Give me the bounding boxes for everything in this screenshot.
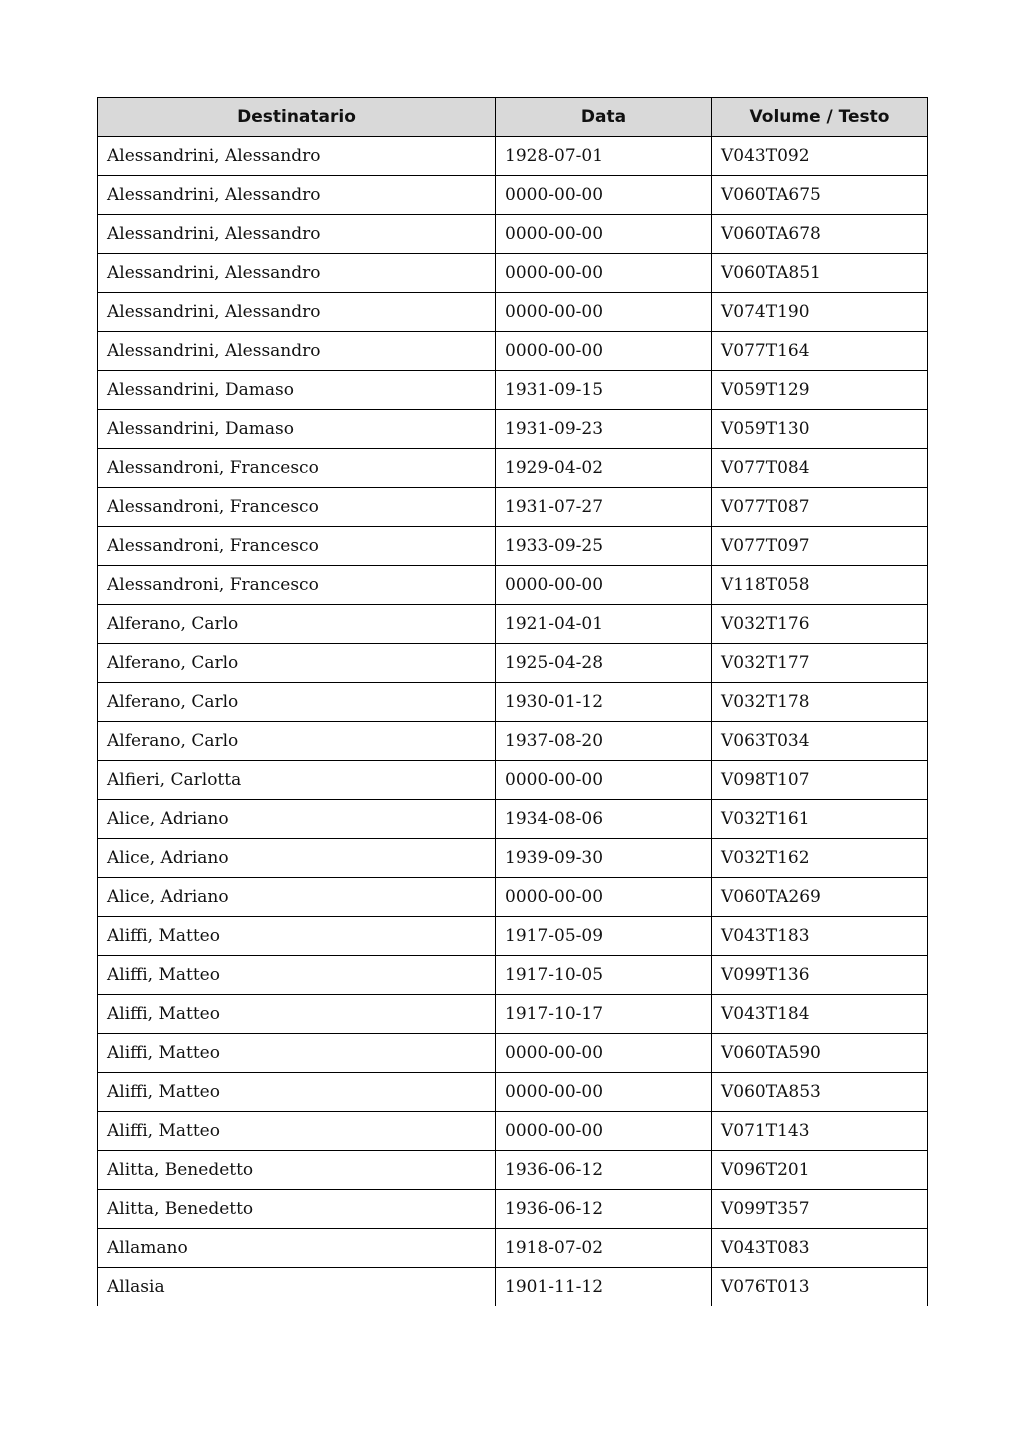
cell-data: 0000-00-00 (496, 566, 712, 605)
cell-data: 1931-09-15 (496, 371, 712, 410)
cell-volume-testo: V060TA851 (712, 254, 928, 293)
table-row (98, 995, 928, 1034)
cell-data: 0000-00-00 (496, 215, 712, 254)
cell-volume-testo: V032T177 (712, 644, 928, 683)
cell-destinatario: Alessandroni, Francesco (98, 488, 496, 527)
table-row (98, 1151, 928, 1190)
cell-data: 0000-00-00 (496, 293, 712, 332)
column-header-volume-testo: Volume / Testo (712, 98, 928, 137)
cell-volume-testo: V099T357 (712, 1190, 928, 1229)
cell-data: 1933-09-25 (496, 527, 712, 566)
cell-volume-testo: V060TA590 (712, 1034, 928, 1073)
cell-data: 0000-00-00 (496, 332, 712, 371)
cell-data: 1921-04-01 (496, 605, 712, 644)
document-page (97, 97, 927, 1306)
table-row (98, 527, 928, 566)
cell-destinatario: Alessandrini, Damaso (98, 371, 496, 410)
cell-destinatario: Alessandrini, Alessandro (98, 293, 496, 332)
cell-destinatario: Alessandrini, Damaso (98, 410, 496, 449)
table-row (98, 215, 928, 254)
cell-data: 1930-01-12 (496, 683, 712, 722)
cell-destinatario: Alferano, Carlo (98, 605, 496, 644)
cell-volume-testo: V099T136 (712, 956, 928, 995)
cell-volume-testo: V077T164 (712, 332, 928, 371)
table-row (98, 137, 928, 176)
column-header-destinatario: Destinatario (98, 98, 496, 137)
cell-data: 1918-07-02 (496, 1229, 712, 1268)
table-row (98, 176, 928, 215)
cell-volume-testo: V043T083 (712, 1229, 928, 1268)
cell-data: 1936-06-12 (496, 1190, 712, 1229)
cell-data: 1917-10-17 (496, 995, 712, 1034)
table-row (98, 254, 928, 293)
table-row (98, 605, 928, 644)
cell-data: 1917-10-05 (496, 956, 712, 995)
cell-volume-testo: V077T084 (712, 449, 928, 488)
table-row (98, 878, 928, 917)
cell-volume-testo: V060TA675 (712, 176, 928, 215)
cell-data: 1925-04-28 (496, 644, 712, 683)
cell-volume-testo: V071T143 (712, 1112, 928, 1151)
cell-data: 1917-05-09 (496, 917, 712, 956)
table-row (98, 722, 928, 761)
cell-destinatario: Aliffi, Matteo (98, 917, 496, 956)
cell-destinatario: Aliffi, Matteo (98, 1034, 496, 1073)
cell-volume-testo: V118T058 (712, 566, 928, 605)
table-row (98, 1268, 928, 1307)
cell-destinatario: Alessandroni, Francesco (98, 566, 496, 605)
cell-destinatario: Allasia (98, 1268, 496, 1307)
cell-volume-testo: V032T161 (712, 800, 928, 839)
cell-destinatario: Aliffi, Matteo (98, 1112, 496, 1151)
table-row (98, 1073, 928, 1112)
cell-volume-testo: V076T013 (712, 1268, 928, 1307)
cell-data: 0000-00-00 (496, 878, 712, 917)
cell-volume-testo: V096T201 (712, 1151, 928, 1190)
cell-volume-testo: V060TA678 (712, 215, 928, 254)
table-header-row (98, 98, 928, 137)
cell-volume-testo: V063T034 (712, 722, 928, 761)
cell-destinatario: Alitta, Benedetto (98, 1190, 496, 1229)
cell-data: 1937-08-20 (496, 722, 712, 761)
table-row (98, 761, 928, 800)
cell-destinatario: Alessandrini, Alessandro (98, 215, 496, 254)
cell-data: 0000-00-00 (496, 254, 712, 293)
cell-destinatario: Alfieri, Carlotta (98, 761, 496, 800)
cell-destinatario: Alitta, Benedetto (98, 1151, 496, 1190)
table-row (98, 800, 928, 839)
cell-data: 1901-11-12 (496, 1268, 712, 1307)
table-row (98, 449, 928, 488)
table-row (98, 1229, 928, 1268)
cell-data: 1931-07-27 (496, 488, 712, 527)
table-row (98, 917, 928, 956)
cell-destinatario: Alessandrini, Alessandro (98, 254, 496, 293)
table-row (98, 1112, 928, 1151)
cell-destinatario: Alessandrini, Alessandro (98, 332, 496, 371)
cell-destinatario: Alessandrini, Alessandro (98, 176, 496, 215)
cell-volume-testo: V059T130 (712, 410, 928, 449)
cell-volume-testo: V032T176 (712, 605, 928, 644)
cell-volume-testo: V032T178 (712, 683, 928, 722)
cell-destinatario: Alferano, Carlo (98, 683, 496, 722)
table-row (98, 644, 928, 683)
cell-destinatario: Aliffi, Matteo (98, 995, 496, 1034)
letters-table (97, 97, 928, 1306)
cell-data: 1939-09-30 (496, 839, 712, 878)
cell-volume-testo: V060TA853 (712, 1073, 928, 1112)
cell-data: 0000-00-00 (496, 1034, 712, 1073)
table-row (98, 293, 928, 332)
cell-data: 1936-06-12 (496, 1151, 712, 1190)
cell-destinatario: Aliffi, Matteo (98, 1073, 496, 1112)
table-row (98, 1034, 928, 1073)
cell-destinatario: Alessandroni, Francesco (98, 527, 496, 566)
cell-data: 1934-08-06 (496, 800, 712, 839)
table-row (98, 683, 928, 722)
cell-destinatario: Aliffi, Matteo (98, 956, 496, 995)
column-header-data: Data (496, 98, 712, 137)
cell-volume-testo: V059T129 (712, 371, 928, 410)
cell-volume-testo: V043T184 (712, 995, 928, 1034)
cell-data: 0000-00-00 (496, 1112, 712, 1151)
cell-volume-testo: V098T107 (712, 761, 928, 800)
cell-destinatario: Alessandrini, Alessandro (98, 137, 496, 176)
table-row (98, 839, 928, 878)
cell-volume-testo: V043T183 (712, 917, 928, 956)
cell-data: 1929-04-02 (496, 449, 712, 488)
table-row (98, 488, 928, 527)
table-row (98, 332, 928, 371)
cell-destinatario: Alferano, Carlo (98, 722, 496, 761)
cell-volume-testo: V074T190 (712, 293, 928, 332)
table-row (98, 1190, 928, 1229)
cell-destinatario: Alessandroni, Francesco (98, 449, 496, 488)
table-row (98, 566, 928, 605)
cell-volume-testo: V060TA269 (712, 878, 928, 917)
cell-data: 0000-00-00 (496, 761, 712, 800)
cell-destinatario: Alice, Adriano (98, 839, 496, 878)
cell-data: 1931-09-23 (496, 410, 712, 449)
cell-data: 0000-00-00 (496, 176, 712, 215)
cell-destinatario: Alice, Adriano (98, 800, 496, 839)
cell-destinatario: Alice, Adriano (98, 878, 496, 917)
cell-data: 1928-07-01 (496, 137, 712, 176)
table-row (98, 371, 928, 410)
cell-volume-testo: V077T097 (712, 527, 928, 566)
cell-destinatario: Alferano, Carlo (98, 644, 496, 683)
table-body (98, 137, 928, 1307)
cell-destinatario: Allamano (98, 1229, 496, 1268)
cell-data: 0000-00-00 (496, 1073, 712, 1112)
cell-volume-testo: V032T162 (712, 839, 928, 878)
table-row (98, 410, 928, 449)
cell-volume-testo: V077T087 (712, 488, 928, 527)
cell-volume-testo: V043T092 (712, 137, 928, 176)
table-row (98, 956, 928, 995)
